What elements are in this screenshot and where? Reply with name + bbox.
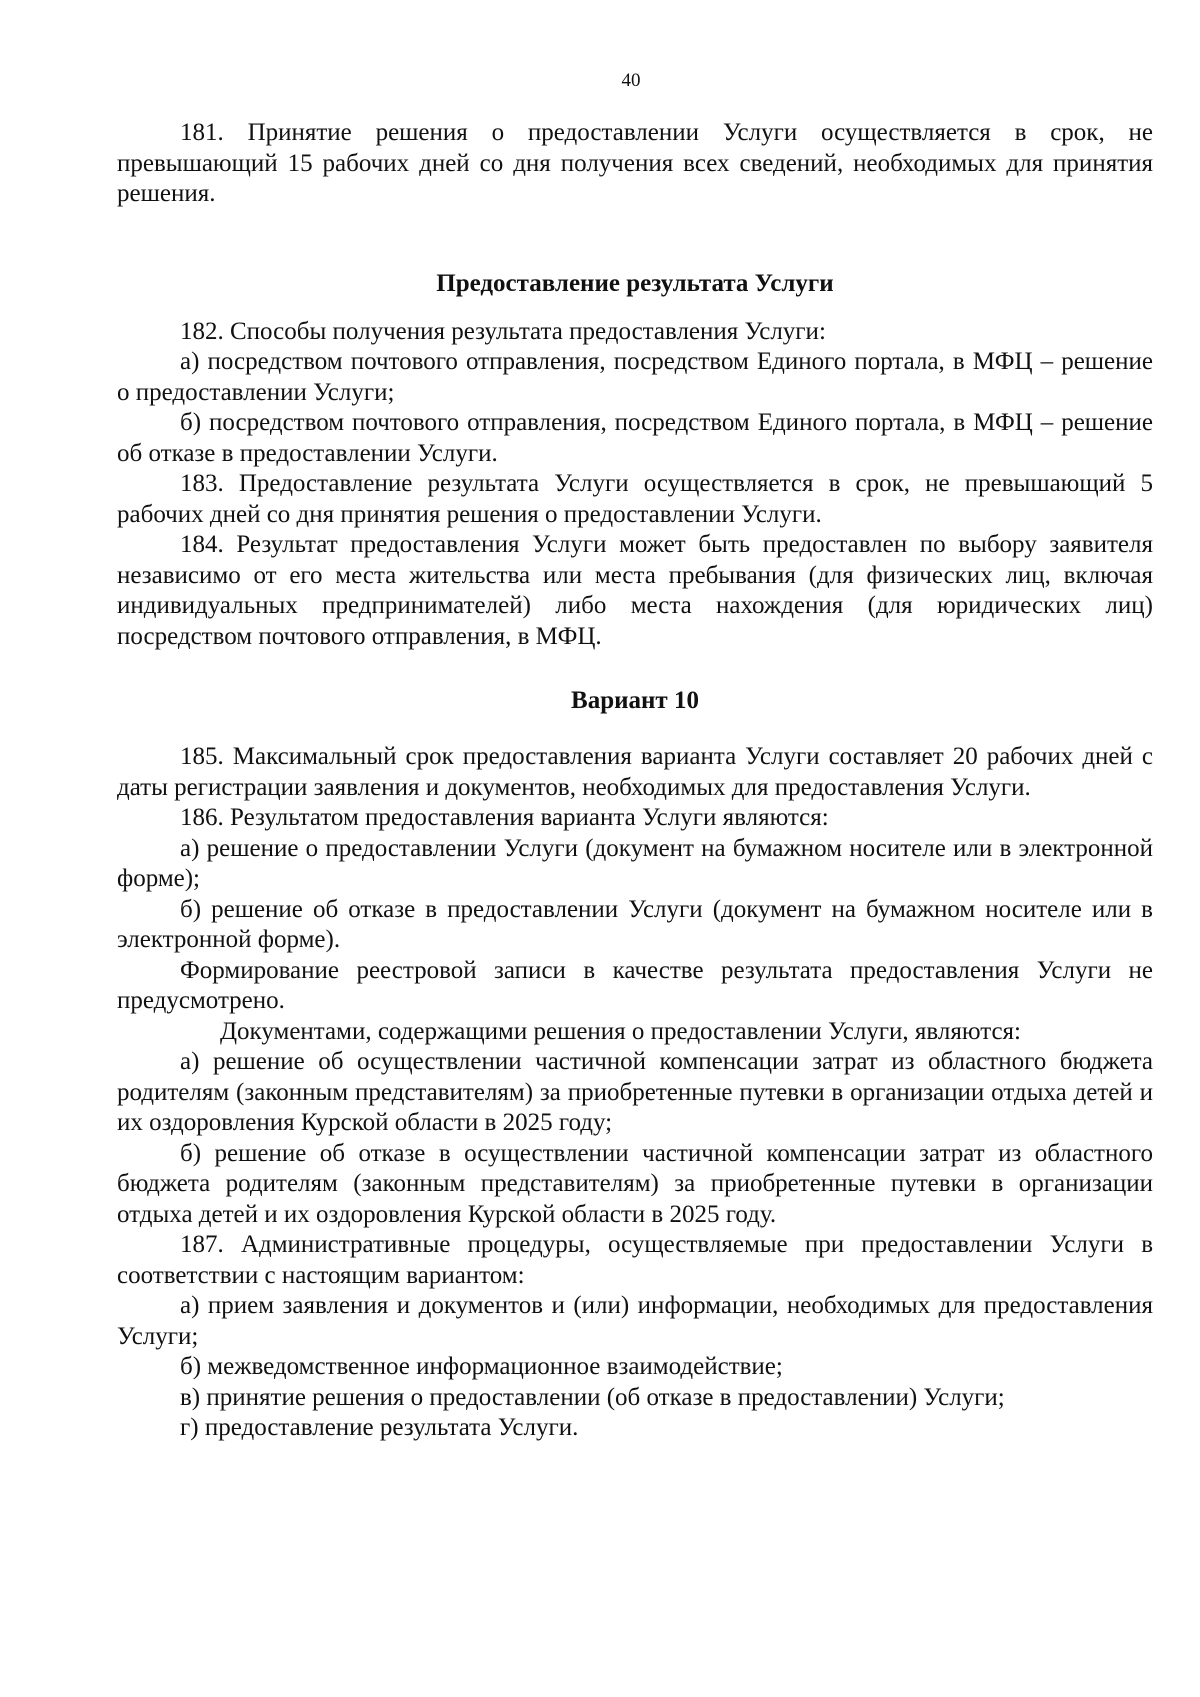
paragraph-187-a: а) прием заявления и документов и (или) информации, необходимых для предоставления Услуги;: [117, 1292, 1153, 1350]
paragraph-registry-note: Формирование реестровой записи в качестве результата предоставления Услуги не предусмотрено.: [117, 956, 1153, 1014]
paragraph-181: 181. Принятие решения о предоставлении Услуги осуществляется в срок, не превышающий 15 рабочих дней со дня получения всех сведений, необходимых для принятия решения.: [117, 119, 1153, 207]
paragraph-documents-a: а) решение об осуществлении частичной компенсации затрат из областного бюджета родителям (законным представителям) за приобретенные путевки в организации отдыха детей и их оздоровления Курской области в 2025 году;: [117, 1048, 1153, 1136]
paragraph-187: 187. Административные процедуры, осуществляемые при предоставлении Услуги в соответствии с настоящим вариантом:: [117, 1231, 1153, 1289]
section-heading-result: Предоставление результата Услуги: [436, 269, 834, 297]
paragraph-187-b: б) межведомственное информационное взаимодействие;: [180, 1353, 783, 1380]
paragraph-182-b: б) посредством почтового отправления, посредством Единого портала, в МФЦ – решение об отказе в предоставлении Услуги.: [117, 409, 1153, 467]
document-body: [117, 118, 1153, 1444]
paragraph-182: 182. Способы получения результата предоставления Услуги:: [180, 317, 826, 345]
paragraph-183: 183. Предоставление результата Услуги осуществляется в срок, не превышающий 5 рабочих дней со дня принятия решения о предоставлении Услуги.: [117, 470, 1153, 528]
paragraph-185: 185. Максимальный срок предоставления варианта Услуги составляет 20 рабочих дней с даты регистрации заявления и документов, необходимых для предоставления Услуги.: [117, 743, 1153, 801]
paragraph-187-d: г) предоставление результата Услуги.: [180, 1414, 579, 1441]
paragraph-184: 184. Результат предоставления Услуги может быть предоставлен по выбору заявителя независимо от его места жительства или места пребывания (для физических лиц, включая индивидуальных предпринимателей) либо места нахождения (для юридических лиц) посредством почтового отправления, в МФЦ.: [117, 531, 1153, 650]
section-heading-variant: Вариант 10: [571, 687, 699, 714]
paragraph-187-c: в) принятие решения о предоставлении (об отказе в предоставлении) Услуги;: [180, 1383, 1005, 1411]
paragraph-186-a: а) решение о предоставлении Услуги (документ на бумажном носителе или в электронной форме);: [117, 834, 1153, 892]
paragraph-documents-b: б) решение об отказе в осуществлении частичной компенсации затрат из областного бюджета родителям (законным представителям) за приобретенные путевки в организации отдыха детей и их оздоровления Курской области в 2025 году.: [117, 1139, 1153, 1228]
page-number: 40: [621, 70, 641, 91]
paragraph-182-a: а) посредством почтового отправления, посредством Единого портала, в МФЦ – решение о предоставлении Услуги;: [117, 348, 1153, 406]
paragraph-documents-intro: Документами, содержащими решения о предоставлении Услуги, являются:: [220, 1017, 1021, 1045]
paragraph-186: 186. Результатом предоставления варианта Услуги являются:: [180, 804, 829, 831]
paragraph-186-b: б) решение об отказе в предоставлении Услуги (документ на бумажном носителе или в электронной форме).: [117, 895, 1153, 953]
